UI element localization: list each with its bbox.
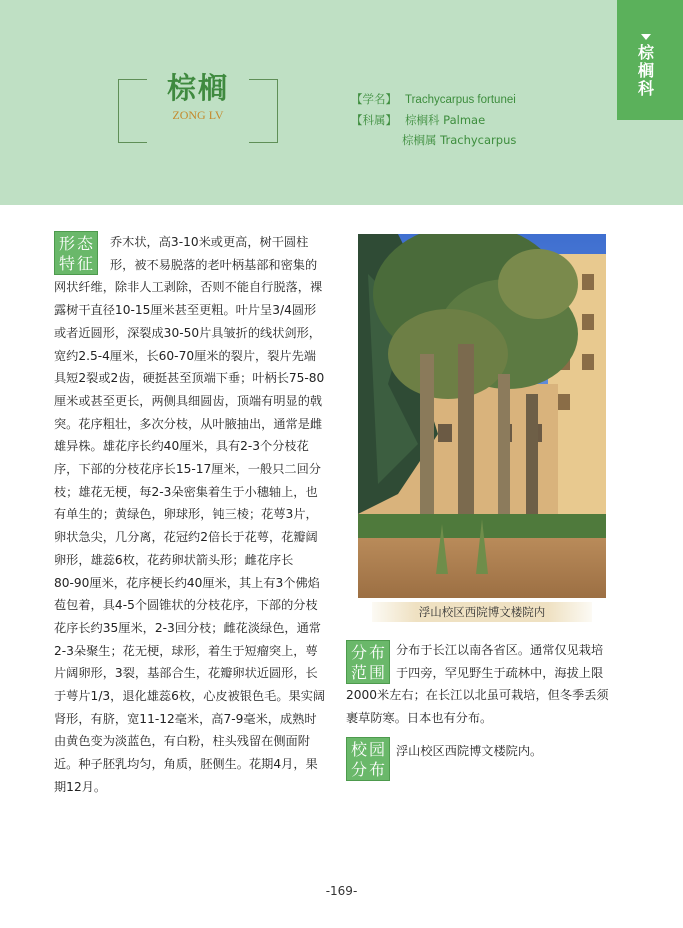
- page-subtitle: ZONG LV: [172, 108, 224, 122]
- family-side-tab[interactable]: [617, 0, 683, 120]
- text-line: 分布于长江以南各省区。通常仅见栽培: [396, 643, 604, 657]
- campus-label-line1: 校园: [350, 740, 387, 759]
- page-title: 棕榈: [166, 71, 229, 105]
- header-banner: [0, 0, 683, 205]
- distribution-label-line1: 分布: [350, 643, 387, 662]
- triangle-down-icon: [641, 34, 651, 40]
- genus-name: 棕榈属 Trachycarpus: [402, 133, 517, 147]
- text-line: 期12月。: [54, 779, 107, 794]
- distribution-text: [346, 639, 608, 730]
- text-line: 卵状急尖，几分离，花冠约2倍长于花萼，花瓣阔: [54, 530, 318, 545]
- scientific-name-tag: 【学名】: [351, 92, 397, 106]
- text-line: 裹草防寒。日本也有分布。: [346, 711, 493, 726]
- morphology-label-line1: 形态: [58, 234, 95, 253]
- text-line: 2000米左右；在长江以北虽可栽培，但冬季丢须: [346, 688, 609, 703]
- text-line: 卵形，雄蕊6枚，花药卵状箭头形；雌花序长: [54, 552, 294, 567]
- text-line: 有单生的；黄绿色，卵球形，钝三棱；花萼3片，: [54, 507, 318, 522]
- text-line: 突。花序粗壮，多次分枝，从叶腋抽出，通常是雌: [54, 416, 323, 431]
- palm-tree-photo: [358, 234, 606, 598]
- text-line: 具短2裂或2齿，硬挺甚至顶端下垂；叶柄长75-80: [54, 371, 325, 386]
- campus-text: 浮山校区西院博文楼院内。: [396, 744, 543, 758]
- distribution-label-line2: 范围: [350, 663, 387, 682]
- text-line: 肾形，有脐，宽11-12毫米，高7-9毫米，成熟时: [54, 711, 317, 726]
- text-line: 枝；雄花无梗，每2-3朵密集着生于小穗轴上，也: [54, 484, 318, 499]
- text-line: 宽约2.5-4厘米，长60-70厘米的裂片，裂片先端: [54, 348, 316, 363]
- page-number: -169-: [325, 884, 358, 898]
- text-line: 2-3朵聚生；花无梗，球形，着生于短瘤突上，萼: [54, 643, 318, 658]
- text-line: 序，下部的分枝花序长15-17厘米，一般只二回分: [54, 462, 321, 477]
- side-tab-label: 棕榈科: [637, 43, 654, 98]
- morphology-text: [54, 231, 324, 799]
- text-line: 乔木状，高3-10米或更高，树干圆柱: [110, 235, 309, 249]
- morphology-label-line2: 特征: [58, 254, 95, 273]
- text-line: 于萼片1/3，退化雄蕊6枚，心皮被银色毛。果实阔: [54, 689, 326, 704]
- text-line: 厘米或甚至更长，两侧具细圆齿，顶端有明显的戟: [54, 393, 323, 408]
- campus-label: [346, 737, 390, 781]
- text-line: 露树干直径10-15厘米甚至更粗。叶片呈3/4圆形: [54, 303, 317, 318]
- text-line: 苞包着，具4-5个圆锥状的分枝花序，下部的分枝: [54, 598, 318, 613]
- text-line: 80-90厘米，花序梗长约40厘米，其上有3个佛焰: [54, 575, 320, 590]
- family-name: 棕榈科 Palmae: [405, 113, 486, 127]
- taxonomy-block: [351, 89, 516, 150]
- text-line: 花序长约35厘米，2-3回分枝；雌花淡绿色，通常: [54, 620, 321, 635]
- text-line: 雄异株。雄花序长约40厘米，具有2-3个分枝花: [54, 439, 309, 454]
- title-frame: [118, 71, 278, 143]
- family-tag: 【科属】: [351, 113, 397, 127]
- text-line: 近。种子胚乳均匀，角质，胚侧生。花期4月，果: [54, 757, 318, 772]
- text-line: 由黄色变为淡蓝色，有白粉，柱头残留在侧面附: [54, 734, 310, 749]
- text-line: 形，被不易脱落的老叶柄基部和密集的: [110, 257, 318, 272]
- scientific-name: Trachycarpus fortunei: [405, 94, 516, 106]
- text-line: 于四旁，罕见野生于疏林中，海拔上限: [396, 665, 604, 680]
- text-line: 或者近圆形，深裂成30-50片具皱折的线状剑形，: [54, 325, 321, 340]
- photo-caption: 浮山校区西院博文楼院内: [372, 602, 592, 622]
- campus-label-line2: 分布: [350, 760, 387, 779]
- text-line: 片阔卵形，3裂，基部合生，花瓣卵状近圆形，长: [54, 666, 318, 681]
- text-line: 网状纤维，除非人工剥除，否则不能自行脱落，裸: [54, 280, 323, 295]
